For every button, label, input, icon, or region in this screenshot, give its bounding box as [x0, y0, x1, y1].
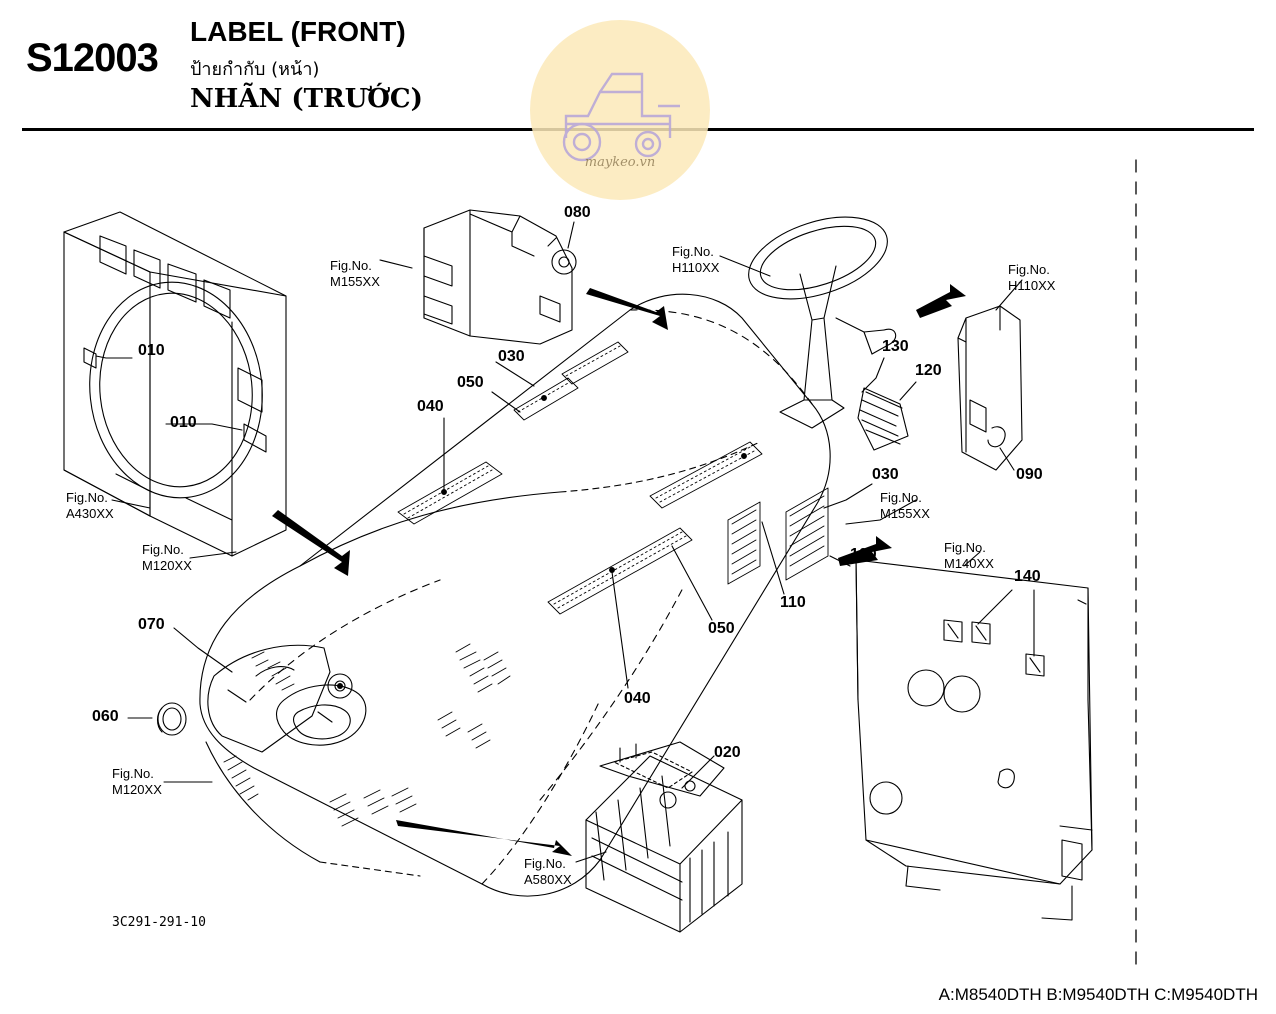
callout-030a: 030 [498, 348, 525, 365]
callout-080: 080 [564, 204, 591, 221]
callout-030b: 030 [872, 466, 899, 483]
drawing-number: 3C291-291-10 [112, 915, 206, 930]
figref-m140xx [944, 540, 994, 573]
figref-m155xx-mid [880, 490, 930, 523]
callout-100: 100 [850, 546, 877, 563]
callout-050b: 050 [708, 620, 735, 637]
figref-line1: Fig.No. [112, 766, 154, 781]
figref-m120xx-left [142, 542, 192, 575]
hood-texture [224, 644, 510, 826]
page-title-english: LABEL (FRONT) [190, 16, 406, 47]
figref-line2: M155XX [880, 506, 930, 522]
part-right-side-cover [958, 306, 1022, 470]
callout-130: 130 [882, 338, 909, 355]
figref-a580xx [524, 856, 572, 889]
callout-110: 110 [780, 594, 806, 611]
figref-line2: M140XX [944, 556, 994, 572]
watermark-text: maykeo.vn [584, 155, 656, 170]
figref-line2: M120XX [142, 558, 192, 574]
figref-line2: M155XX [330, 274, 380, 290]
figref-h110xx-right [1008, 262, 1055, 295]
figref-line2: H110XX [1008, 278, 1056, 294]
callout-040b: 040 [624, 690, 651, 707]
callout-090: 090 [1016, 466, 1043, 483]
callout-020: 020 [714, 744, 741, 761]
callout-050a: 050 [457, 374, 484, 391]
part-rear-fender-panel [856, 560, 1092, 920]
figref-line1: Fig.No. [330, 258, 372, 273]
callout-070: 070 [138, 616, 165, 633]
leader-lines [96, 222, 1034, 862]
figref-line2: A430XX [66, 506, 114, 522]
part-hood-side-panel [424, 210, 576, 344]
figref-line2: A580XX [524, 872, 572, 888]
callout-140: 140 [1014, 568, 1041, 585]
figref-line1: Fig.No. [944, 540, 986, 555]
part-air-filter-assembly [586, 742, 742, 932]
page-title-vietnamese: NHÃN (TRƯỚC) [190, 84, 423, 114]
figref-line2: M120XX [112, 782, 162, 798]
part-cap-060 [158, 703, 187, 735]
figref-line1: Fig.No. [672, 244, 714, 259]
figref-line2: H110XX [672, 260, 720, 276]
figref-a430xx [66, 490, 114, 523]
figref-line1: Fig.No. [880, 490, 922, 505]
figure-code: S12003 [26, 36, 158, 80]
figref-m155xx-top [330, 258, 380, 291]
callout-010a: 010 [138, 342, 165, 359]
decal-070 [337, 683, 343, 689]
callout-120: 120 [915, 362, 942, 379]
figref-line1: Fig.No. [142, 542, 184, 557]
figref-line1: Fig.No. [1008, 262, 1050, 277]
callout-040a: 040 [417, 398, 444, 415]
callout-060: 060 [92, 708, 119, 725]
page-title-thai: ป้ายกำกับ (หน้า) [190, 59, 320, 80]
callout-010b: 010 [170, 414, 197, 431]
figref-line1: Fig.No. [524, 856, 566, 871]
figref-m120xx-low [112, 766, 162, 799]
part-steering-wheel [738, 202, 908, 450]
model-legend: A:M8540DTH B:M9540DTH C:M9540DTH [938, 985, 1258, 1004]
figref-line1: Fig.No. [66, 490, 108, 505]
figref-h110xx-top [672, 244, 719, 277]
